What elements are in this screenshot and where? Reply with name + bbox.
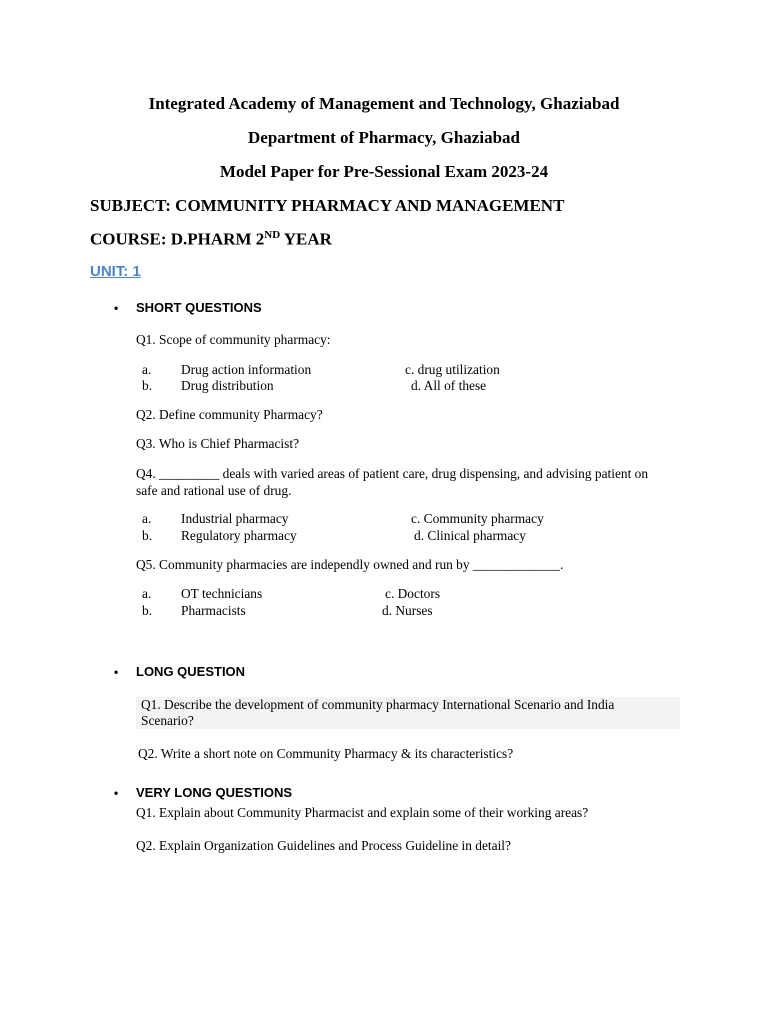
short-q2: Q2. Define community Pharmacy? bbox=[136, 407, 323, 422]
option-c: c. Community pharmacy bbox=[411, 511, 544, 526]
course-superscript: ND bbox=[264, 229, 281, 241]
short-q3: Q3. Who is Chief Pharmacist? bbox=[136, 436, 300, 451]
short-q4-line1: Q4. _________ deals with varied areas of patient care, drug dispensing, and advising patient on bbox=[136, 466, 649, 481]
course-suffix: YEAR bbox=[280, 229, 332, 249]
option-c: c. Doctors bbox=[385, 586, 441, 601]
long-question-heading bbox=[114, 664, 245, 679]
option-marker: b. bbox=[142, 603, 153, 618]
option-d: d. All of these bbox=[411, 378, 487, 393]
option-d: d. Nurses bbox=[382, 603, 433, 618]
option-d: d. Clinical pharmacy bbox=[414, 528, 526, 543]
option-marker: a. bbox=[142, 362, 152, 377]
bullet-icon: • bbox=[114, 786, 119, 800]
course-line bbox=[90, 229, 332, 250]
unit-heading: UNIT: 1 bbox=[90, 263, 141, 280]
short-questions-label: SHORT QUESTIONS bbox=[136, 300, 262, 315]
subject-line: SUBJECT: COMMUNITY PHARMACY AND MANAGEMENT bbox=[90, 196, 565, 215]
option-marker: b. bbox=[142, 528, 153, 543]
option-b: Drug distribution bbox=[181, 378, 274, 393]
course-prefix: COURSE: D.PHARM 2 bbox=[90, 229, 265, 249]
short-q4-line2: safe and rational use of drug. bbox=[136, 483, 292, 498]
option-marker: b. bbox=[142, 378, 153, 393]
very-long-q1: Q1. Explain about Community Pharmacist and explain some of their working areas? bbox=[136, 805, 589, 820]
very-long-questions-label: VERY LONG QUESTIONS bbox=[136, 785, 293, 800]
bullet-icon: • bbox=[114, 665, 119, 679]
option-marker: a. bbox=[142, 511, 152, 526]
option-c: c. drug utilization bbox=[405, 362, 500, 377]
option-a: Industrial pharmacy bbox=[181, 511, 289, 526]
department-title: Department of Pharmacy, Ghaziabad bbox=[248, 128, 520, 147]
very-long-questions-heading bbox=[114, 785, 292, 800]
short-q1: Q1. Scope of community pharmacy: bbox=[136, 332, 331, 347]
long-q1-line1: Q1. Describe the development of community pharmacy International Scenario and India bbox=[141, 697, 615, 712]
long-question-label: LONG QUESTION bbox=[136, 664, 246, 679]
option-marker: a. bbox=[142, 586, 152, 601]
short-questions-heading bbox=[114, 300, 262, 315]
exam-title: Model Paper for Pre-Sessional Exam 2023-24 bbox=[219, 162, 549, 181]
option-b: Regulatory pharmacy bbox=[181, 528, 297, 543]
bullet-icon: • bbox=[114, 301, 119, 315]
option-a: Drug action information bbox=[181, 362, 312, 377]
option-b: Pharmacists bbox=[181, 603, 246, 618]
short-q5: Q5. Community pharmacies are independly owned and run by _____________. bbox=[136, 557, 564, 572]
option-a: OT technicians bbox=[181, 586, 263, 601]
very-long-q2: Q2. Explain Organization Guidelines and Process Guideline in detail? bbox=[136, 838, 511, 853]
institute-title: Integrated Academy of Management and Technology, Ghaziabad bbox=[148, 94, 620, 113]
long-q1-line2: Scenario? bbox=[141, 713, 194, 728]
long-q2: Q2. Write a short note on Community Pharmacy & its characteristics? bbox=[138, 746, 514, 761]
